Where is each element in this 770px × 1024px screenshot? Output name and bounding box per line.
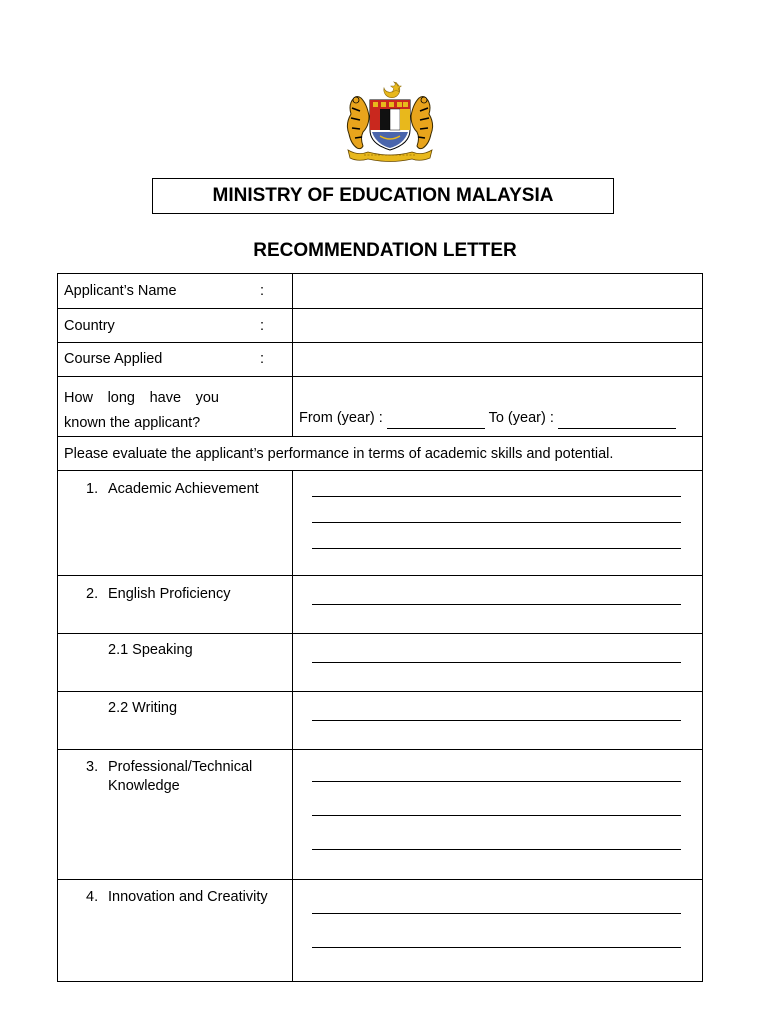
answer-line[interactable]: [312, 849, 681, 850]
country-colon: :: [260, 318, 265, 334]
answer-line[interactable]: [312, 947, 681, 948]
applicant-name-colon: :: [260, 283, 265, 299]
question-word: long: [107, 390, 135, 406]
answer-line[interactable]: [312, 913, 681, 914]
criterion-english-row: [58, 576, 702, 634]
from-year-field[interactable]: [387, 412, 485, 429]
evaluation-instruction: Please evaluate the applicant’s performance in terms of academic skills and potential.: [64, 446, 614, 462]
evaluation-instruction-row: [58, 437, 702, 471]
criterion-writing-row: [58, 692, 702, 750]
recommendation-form: [57, 273, 703, 982]
question-word: you: [195, 390, 219, 406]
answer-line[interactable]: [312, 496, 681, 497]
criterion-number: 1.: [86, 481, 99, 497]
course-applied-label: Course Applied: [64, 351, 163, 367]
to-year-field[interactable]: [558, 412, 676, 429]
criterion-text: Academic Achievement: [108, 481, 259, 497]
country-field[interactable]: [293, 309, 702, 342]
known-duration-question: [64, 386, 219, 436]
country-label: Country: [64, 318, 115, 334]
criterion-innovation-row: [58, 880, 702, 981]
criterion-text: 2.1 Speaking: [108, 642, 193, 658]
answer-line[interactable]: [312, 662, 681, 663]
applicant-name-label: Applicant’s Name: [64, 283, 177, 299]
criterion-text: Professional/Technical: [108, 759, 253, 775]
criterion-number: 3.: [86, 759, 99, 775]
criterion-speaking-row: [58, 634, 702, 692]
to-year-label: To (year) :: [488, 410, 554, 426]
course-applied-colon: :: [260, 351, 265, 367]
answer-line[interactable]: [312, 781, 681, 782]
answer-line[interactable]: [312, 548, 681, 549]
document-title: RECOMMENDATION LETTER: [253, 240, 517, 261]
course-applied-row: [58, 343, 702, 377]
ministry-title: MINISTRY OF EDUCATION MALAYSIA: [212, 185, 554, 206]
answer-line[interactable]: [312, 604, 681, 605]
country-row: [58, 309, 702, 343]
answer-line[interactable]: [312, 522, 681, 523]
criterion-number: 2.: [86, 586, 99, 602]
course-applied-field[interactable]: [293, 343, 702, 376]
criterion-text: Innovation and Creativity: [108, 889, 268, 905]
coat-of-arms-icon: [340, 78, 440, 162]
ministry-title-box: [152, 178, 614, 214]
criterion-text: English Proficiency: [108, 586, 231, 602]
applicant-name-row: [58, 274, 702, 309]
known-duration-row: [58, 377, 702, 437]
applicant-name-field[interactable]: [293, 274, 702, 308]
criterion-text-line-2: Knowledge: [108, 778, 180, 794]
answer-line[interactable]: [312, 815, 681, 816]
question-line-2: known the applicant?: [64, 415, 201, 431]
criterion-professional-row: [58, 750, 702, 880]
criterion-text: 2.2 Writing: [108, 700, 178, 716]
question-word: How: [64, 390, 94, 406]
criterion-academic-row: [58, 471, 702, 576]
year-range: [299, 410, 676, 429]
question-word: have: [149, 390, 182, 406]
criterion-number: 4.: [86, 889, 99, 905]
from-year-label: From (year) :: [299, 410, 383, 426]
answer-line[interactable]: [312, 720, 681, 721]
